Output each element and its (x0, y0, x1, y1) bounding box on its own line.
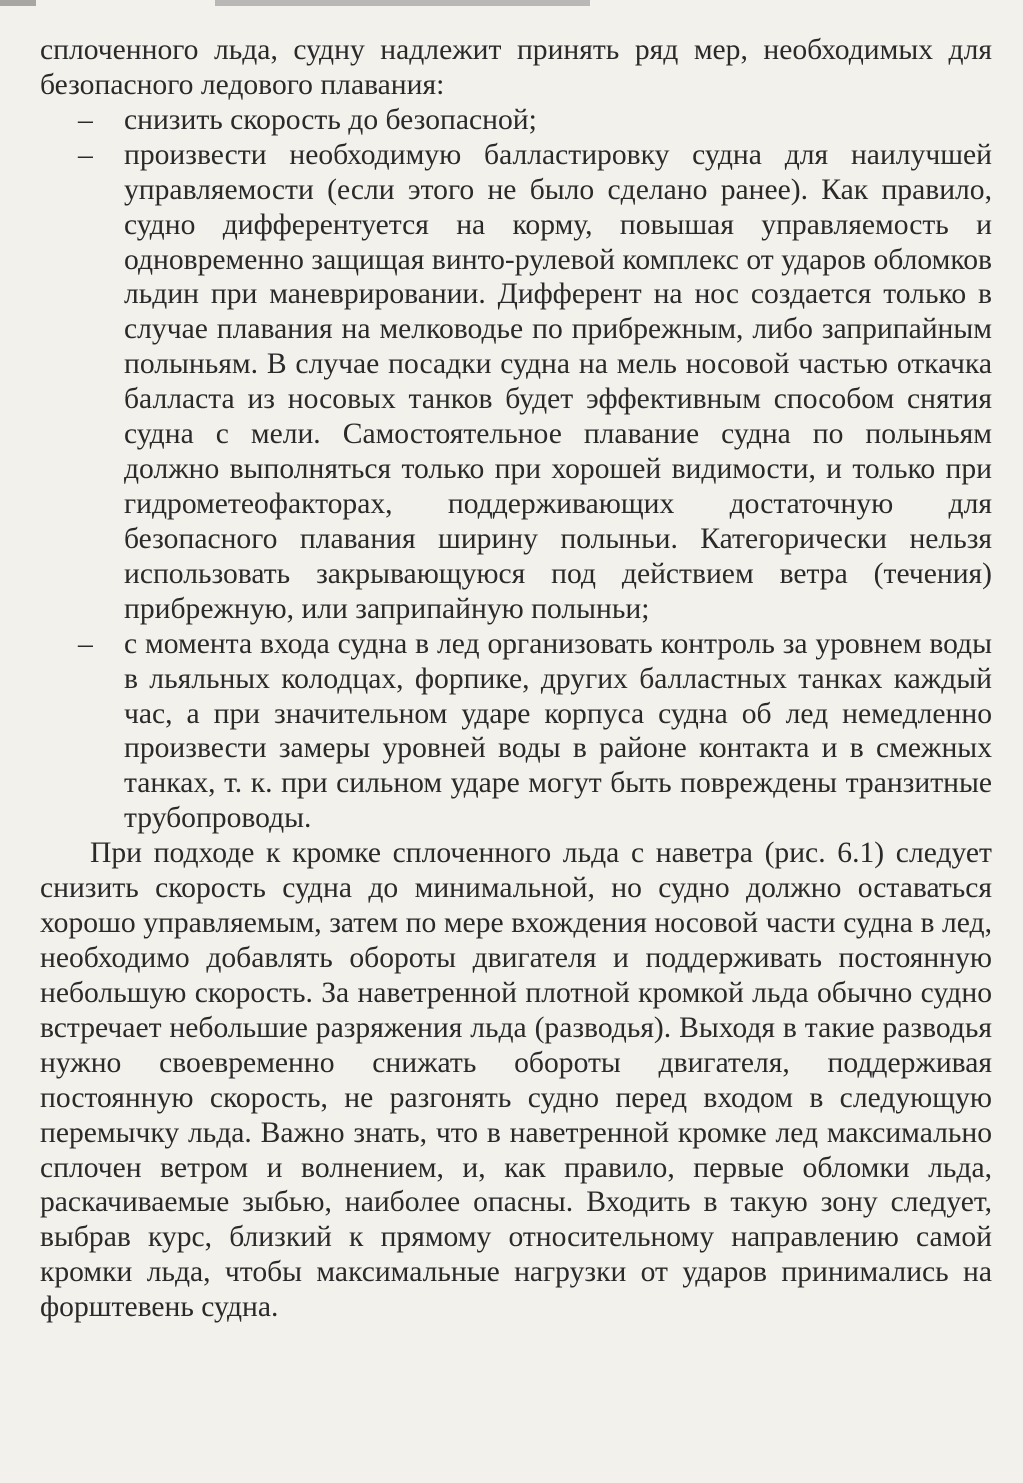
top-rule (0, 0, 600, 6)
list-item-text: с момента входа судна в лед организовать контроль за уровнем воды в льяльных колодцах, форпике, других балластных танках каждый час, а при значительном ударе корпуса судна об лед немедленно произвести замеры уровней воды в районе контакта и в смежных танках, т. к. при сильном ударе могут быть повреждены транзитные трубопроводы. (124, 627, 992, 835)
list-item (78, 103, 992, 138)
list-item (78, 138, 992, 627)
list-item (78, 627, 992, 837)
list-dash: – (78, 627, 93, 660)
intro-paragraph: сплоченного льда, судну надлежит принять ряд мер, необходимых для безопасного ледового плавания: (40, 34, 992, 101)
list-dash: – (78, 103, 93, 136)
body-paragraph: При подходе к кромке сплоченного льда с наветра (рис. 6.1) следует снизить скорость судна до минимальной, но судно должно оставаться хорошо управляемым, затем по мере вхождения носовой части судна в лед, необходимо добавлять обороты двигателя и поддерживать постоянную небольшую скорость. За наветренной плотной кромкой льда обычно судно встречает небольшие разряжения льда (разводья). Выходя в такие разводья нужно своевременно снижать обороты двигателя, поддерживая постоянную скорость, не разгонять судно перед входом в следующую перемычку льда. Важно знать, что в наветренной кромке лед максимально сплочен ветром и волнением, и, как правило, первые обломки льда, раскачиваемые зыбью, наиболее опасны. Входить в такую зону следует, выбрав курс, близкий к прямому относительному направлению самой кромки льда, чтобы максимальные нагрузки от ударов принимались на форштевень судна. (40, 837, 992, 1324)
measures-list (40, 103, 992, 836)
page-text (40, 33, 992, 1325)
list-dash: – (78, 138, 93, 171)
list-item-text: снизить скорость до безопасной; (124, 103, 537, 136)
list-item-text: произвести необходимую балластировку судна для наилучшей управляемости (если этого не было сделано ранее). Как правило, судно дифферентуется на корму, повышая управляемость и одновременно защищая винто-рулевой комплекс от ударов обломков льдин при маневрировании. Дифферент на нос создается только в случае плавания на мелководье по прибрежным, либо заприпайным полыньям. В случае посадки судна на мель носовой частью откачка балласта из носовых танков будет эффективным способом снятия судна с мели. Самостоятельное плавание судна по полыньям должно выполняться только при хорошей видимости, и только при гидрометеофакторах, поддерживающих достаточную для безопасного плавания ширину полыньи. Категорически нельзя использовать закрывающуюся под действием ветра (течения) прибрежную, или заприпайную полыньи; (124, 138, 992, 625)
